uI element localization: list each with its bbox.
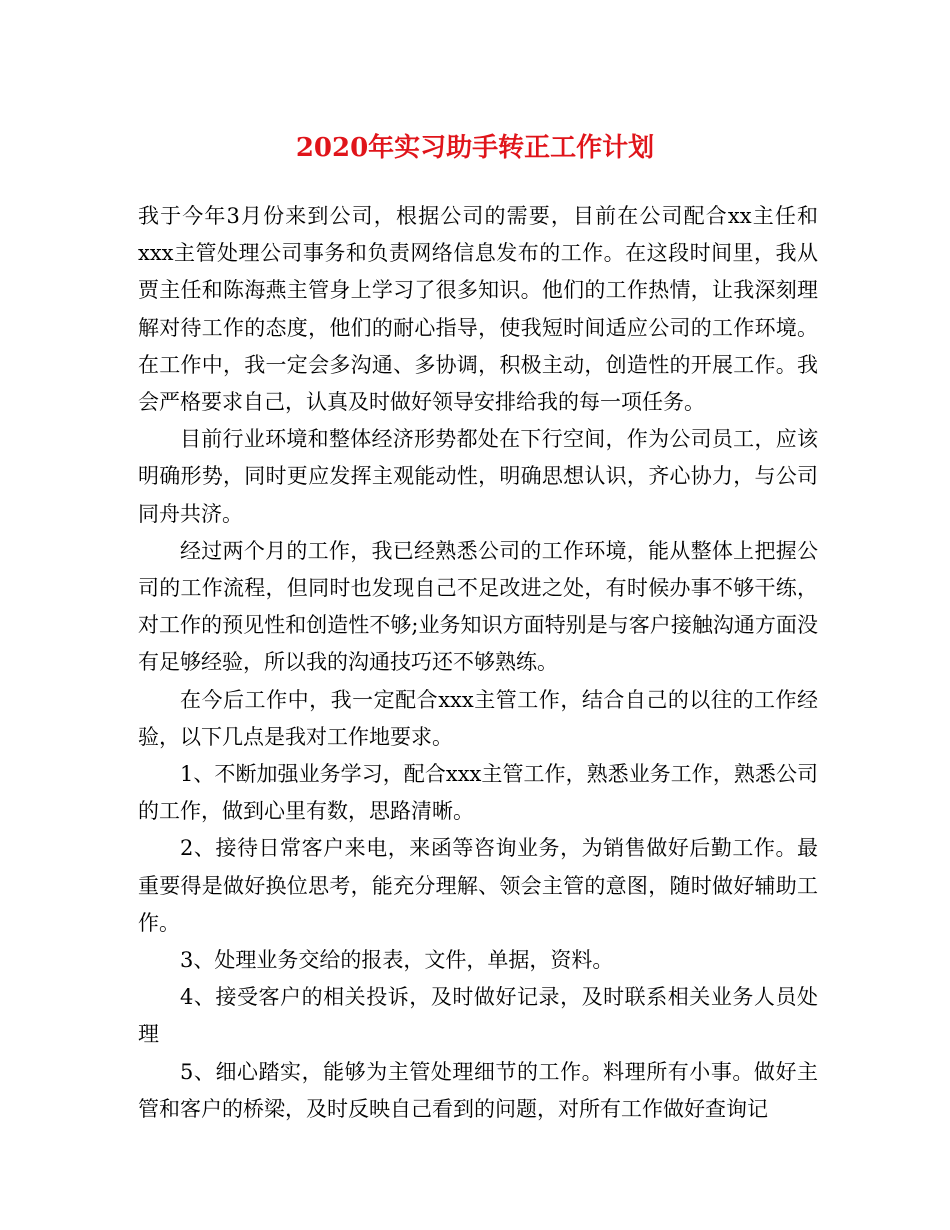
paragraph-environment: 目前行业环境和整体经济形势都处在下行空间，作为公司员工，应该明确形势，同时更应发挥主观能动性，明确思想认识，齐心协力，与公司同舟共济。	[138, 427, 818, 526]
document-body	[138, 198, 818, 1128]
list-item-3: 3、处理业务交给的报表，文件，单据，资料。	[180, 948, 614, 973]
paragraph-intro: 我于今年3月份来到公司，根据公司的需要，目前在公司配合xx主任和xxx主管处理公司事务和负责网络信息发布的工作。在这段时间里，我从贾主任和陈海燕主管身上学习了很多知识。他们的工作热情，让我深刻理解对待工作的态度，他们的耐心指导，使我短时间适应公司的工作环境。在工作中，我一定会多沟通、多协调，积极主动，创造性的开展工作。我会严格要求自己，认真及时做好领导安排给我的每一项任务。	[138, 204, 818, 415]
list-item-4: 4、接受客户的相关投诉，及时做好记录，及时联系相关业务人员处理	[138, 985, 818, 1047]
document-title: 2020年实习助手转正工作计划	[295, 133, 655, 163]
list-item-2: 2、接待日常客户来电，来函等咨询业务，为销售做好后勤工作。最重要得是做好换位思考，能充分理解、领会主管的意图，随时做好辅助工作。	[138, 836, 818, 935]
paragraph-experience: 经过两个月的工作，我已经熟悉公司的工作环境，能从整体上把握公司的工作流程，但同时也发现自己不足改进之处，有时候办事不够干练，对工作的预见性和创造性不够;业务知识方面特别是与客户接触沟通方面没有足够经验，所以我的沟通技巧还不够熟练。	[138, 538, 818, 675]
paragraph-future-plan: 在今后工作中，我一定配合xxx主管工作，结合自己的以往的工作经验，以下几点是我对工作地要求。	[138, 687, 818, 749]
list-item-5: 5、细心踏实，能够为主管处理细节的工作。料理所有小事。做好主管和客户的桥梁，及时反映自己看到的问题，对所有工作做好查询记	[138, 1059, 818, 1121]
list-item-1: 1、不断加强业务学习，配合xxx主管工作，熟悉业务工作，熟悉公司的工作，做到心里有数，思路清晰。	[138, 762, 818, 824]
